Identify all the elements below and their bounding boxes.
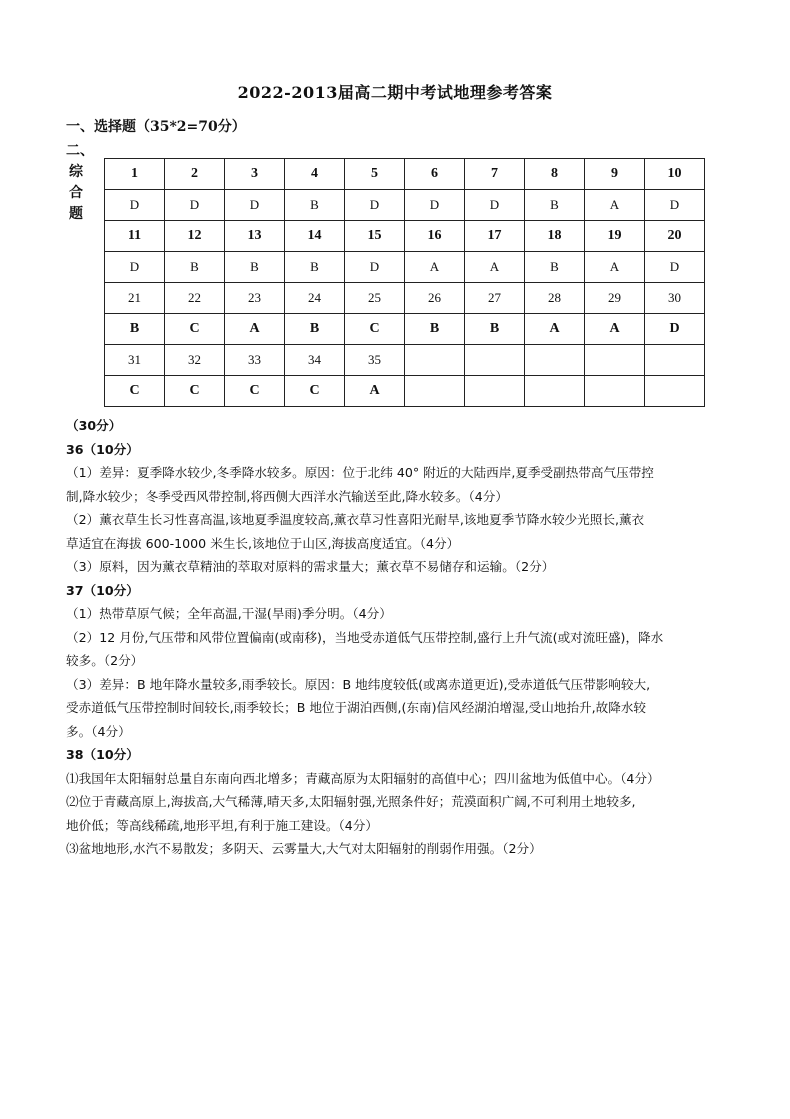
- table-cell: D: [405, 190, 465, 221]
- table-cell: 29: [585, 283, 645, 314]
- table-cell: [525, 376, 585, 407]
- section2-label-part: 合: [69, 185, 83, 201]
- table-cell: C: [225, 376, 285, 407]
- table-cell: [465, 376, 525, 407]
- question-heading: 36（10分）: [66, 441, 139, 457]
- table-cell: B: [285, 190, 345, 221]
- table-cell: 3: [225, 159, 285, 190]
- section2-label-part: 二、: [66, 143, 94, 159]
- table-cell: 8: [525, 159, 585, 190]
- table-cell: B: [285, 252, 345, 283]
- table-cell: 21: [105, 283, 165, 314]
- table-cell: 31: [105, 345, 165, 376]
- table-cell: 14: [285, 221, 345, 252]
- table-cell: 35: [345, 345, 405, 376]
- table-cell: B: [525, 190, 585, 221]
- section-heading-choice: 一、选择题（35*2=70分）: [66, 119, 246, 135]
- table-cell: 4: [285, 159, 345, 190]
- table-cell: B: [525, 252, 585, 283]
- table-cell: B: [105, 314, 165, 345]
- table-cell: 18: [525, 221, 585, 252]
- table-cell: 27: [465, 283, 525, 314]
- table-cell: D: [105, 252, 165, 283]
- table-cell: 34: [285, 345, 345, 376]
- page-title: 2022-2013届高二期中考试地理参考答案: [237, 83, 553, 102]
- table-cell: [585, 345, 645, 376]
- table-cell: A: [585, 190, 645, 221]
- table-cell: [585, 376, 645, 407]
- table-row: [105, 159, 705, 190]
- table-cell: 9: [585, 159, 645, 190]
- table-cell: C: [165, 314, 225, 345]
- answer-line: 草适宜在海拔 600-1000 米生长,该地位于山区,海拔高度适宜。（4分）: [66, 535, 460, 551]
- question-heading: 38（10分）: [66, 747, 139, 762]
- answer-line: （3）差异：B 地年降水量较多,雨季较长。原因：B 地纬度较低(或离赤道更近),受赤道低气压带影响较大,: [66, 676, 651, 692]
- table-cell: A: [585, 314, 645, 345]
- table-cell: 13: [225, 221, 285, 252]
- question-heading: 37（10分）: [66, 582, 139, 598]
- table-cell: D: [465, 190, 525, 221]
- answer-line: 受赤道低气压带控制时间较长,雨季较长；B 地位于湖泊西侧,(东南)信风经湖泊增湿,受山地抬升,故降水较: [66, 700, 647, 715]
- table-row: [105, 221, 705, 252]
- answer-line: 地价低；等高线稀疏,地形平坦,有利于施工建设。（4分）: [66, 817, 378, 833]
- table-cell: D: [645, 252, 705, 283]
- table-cell: D: [645, 314, 705, 345]
- table-cell: [405, 376, 465, 407]
- answer-line: （2）薰衣草生长习性喜高温,该地夏季温度较高,薰衣草习性喜阳光耐旱,该地夏季节降水较少光照长,薰衣: [66, 512, 645, 527]
- answer-line: （1）热带草原气候；全年高温,干湿(旱雨)季分明。（4分）: [66, 606, 392, 621]
- table-cell: 5: [345, 159, 405, 190]
- answer-line: 制,降水较少；冬季受西风带控制,将西侧大西洋水汽输送至此,降水较多。（4分）: [66, 488, 508, 504]
- table-cell: 17: [465, 221, 525, 252]
- table-cell: [525, 345, 585, 376]
- table-cell: C: [165, 376, 225, 407]
- table-cell: B: [165, 252, 225, 283]
- answer-line: 多。（4分）: [66, 723, 131, 739]
- table-cell: 26: [405, 283, 465, 314]
- answer-table: [104, 158, 705, 407]
- table-cell: B: [285, 314, 345, 345]
- table-cell: A: [465, 252, 525, 283]
- table-cell: D: [225, 190, 285, 221]
- answer-line: （1）差异：夏季降水较少,冬季降水较多。原因：位于北纬 40° 附近的大陆西岸,夏季受副热带高气压带控: [66, 465, 654, 480]
- table-cell: 23: [225, 283, 285, 314]
- table-cell: [405, 345, 465, 376]
- table-cell: 2: [165, 159, 225, 190]
- section2-label-part: 题: [69, 206, 83, 222]
- table-cell: 25: [345, 283, 405, 314]
- answer-line: ⑶盆地地形,水汽不易散发；多阴天、云雾量大,大气对太阳辐射的削弱作用强。（2分）: [66, 841, 542, 856]
- table-cell: [645, 376, 705, 407]
- table-row: [105, 345, 705, 376]
- table-cell: A: [525, 314, 585, 345]
- table-cell: 6: [405, 159, 465, 190]
- question-heading: （30分）: [66, 418, 122, 433]
- table-cell: 24: [285, 283, 345, 314]
- table-cell: D: [345, 190, 405, 221]
- table-cell: C: [345, 314, 405, 345]
- table-cell: D: [345, 252, 405, 283]
- answer-line: 较多。（2分）: [66, 653, 144, 668]
- table-cell: B: [405, 314, 465, 345]
- table-row: [105, 190, 705, 221]
- table-cell: [645, 345, 705, 376]
- table-cell: [465, 345, 525, 376]
- table-cell: 32: [165, 345, 225, 376]
- table-cell: 22: [165, 283, 225, 314]
- table-cell: 28: [525, 283, 585, 314]
- table-cell: A: [585, 252, 645, 283]
- table-cell: D: [105, 190, 165, 221]
- answer-line: ⑴我国年太阳辐射总量自东南向西北增多；青藏高原为太阳辐射的高值中心；四川盆地为低值中心。（4分）: [66, 770, 660, 786]
- answer-line: ⑵位于青藏高原上,海拔高,大气稀薄,晴天多,太阳辐射强,光照条件好；荒漠面积广阔,不可利用土地较多,: [66, 794, 636, 809]
- table-cell: C: [285, 376, 345, 407]
- table-row: [105, 283, 705, 314]
- table-cell: 19: [585, 221, 645, 252]
- section-heading-comprehensive: [66, 141, 96, 225]
- answer-body: [66, 414, 728, 861]
- table-row: [105, 314, 705, 345]
- table-cell: 11: [105, 221, 165, 252]
- table-cell: 1: [105, 159, 165, 190]
- answer-line: （2）12 月份,气压带和风带位置偏南(或南移)，当地受赤道低气压带控制,盛行上升气流(或对流旺盛)，降水: [66, 629, 664, 645]
- table-cell: 7: [465, 159, 525, 190]
- table-cell: 20: [645, 221, 705, 252]
- table-cell: 10: [645, 159, 705, 190]
- table-cell: 15: [345, 221, 405, 252]
- section2-label-part: 综: [69, 164, 83, 180]
- table-cell: A: [225, 314, 285, 345]
- table-cell: B: [465, 314, 525, 345]
- table-cell: 12: [165, 221, 225, 252]
- table-cell: D: [645, 190, 705, 221]
- table-cell: D: [165, 190, 225, 221]
- answer-line: （3）原料，因为薰衣草精油的萃取对原料的需求量大；薰衣草不易储存和运输。（2分）: [66, 559, 555, 574]
- table-cell: 16: [405, 221, 465, 252]
- table-cell: 33: [225, 345, 285, 376]
- table-row: [105, 376, 705, 407]
- table-cell: 30: [645, 283, 705, 314]
- table-cell: C: [105, 376, 165, 407]
- table-cell: B: [225, 252, 285, 283]
- table-cell: A: [345, 376, 405, 407]
- table-row: [105, 252, 705, 283]
- table-cell: A: [405, 252, 465, 283]
